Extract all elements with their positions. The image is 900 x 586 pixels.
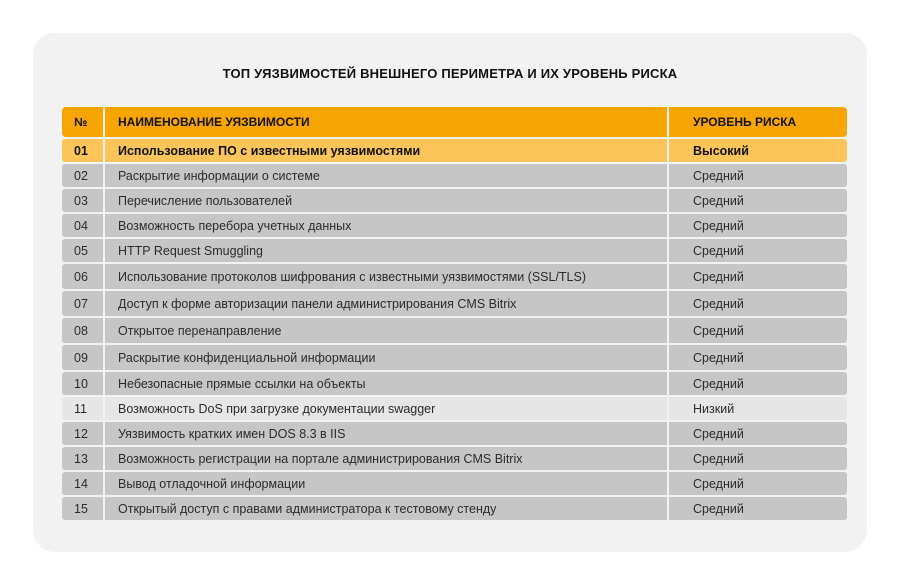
table-row — [62, 372, 847, 395]
row-risk: Средний — [669, 447, 847, 470]
header-name: НАИМЕНОВАНИЕ УЯЗВИМОСТИ — [105, 107, 667, 137]
table-row — [62, 422, 847, 445]
page-title: ТОП УЯЗВИМОСТЕЙ ВНЕШНЕГО ПЕРИМЕТРА И ИХ УРОВЕНЬ РИСКА — [222, 66, 678, 81]
row-risk: Средний — [669, 472, 847, 495]
row-num: 03 — [62, 189, 103, 212]
row-num: 13 — [62, 447, 103, 470]
table-row — [62, 164, 847, 187]
row-risk: Средний — [669, 345, 847, 370]
row-name: Использование протоколов шифрования с известными уязвимостями (SSL/TLS) — [105, 264, 667, 289]
row-risk: Средний — [669, 264, 847, 289]
table-row — [62, 397, 847, 420]
row-risk: Средний — [669, 291, 847, 316]
row-name: Использование ПО с известными уязвимостями — [105, 139, 667, 162]
row-name: Вывод отладочной информации — [105, 472, 667, 495]
table-row — [62, 239, 847, 262]
row-num: 12 — [62, 422, 103, 445]
table-row — [62, 139, 847, 162]
table-row — [62, 291, 847, 316]
row-name: Перечисление пользователей — [105, 189, 667, 212]
row-name: Возможность DoS при загрузке документации swagger — [105, 397, 667, 420]
table-row — [62, 318, 847, 343]
row-risk: Средний — [669, 164, 847, 187]
row-name: Открытый доступ с правами администратора к тестовому стенду — [105, 497, 667, 520]
row-name: Раскрытие конфиденциальной информации — [105, 345, 667, 370]
vulnerability-table — [62, 107, 847, 522]
table-row — [62, 264, 847, 289]
table-row — [62, 345, 847, 370]
row-num: 14 — [62, 472, 103, 495]
row-risk: Средний — [669, 189, 847, 212]
table-row — [62, 472, 847, 495]
row-num: 11 — [62, 397, 103, 420]
row-name: HTTP Request Smuggling — [105, 239, 667, 262]
row-num: 08 — [62, 318, 103, 343]
row-name: Доступ к форме авторизации панели администрирования CMS Bitrix — [105, 291, 667, 316]
row-risk: Низкий — [669, 397, 847, 420]
table-row — [62, 497, 847, 520]
row-risk: Средний — [669, 497, 847, 520]
row-num: 09 — [62, 345, 103, 370]
row-num: 05 — [62, 239, 103, 262]
row-risk: Средний — [669, 239, 847, 262]
row-num: 01 — [62, 139, 103, 162]
header-risk: УРОВЕНЬ РИСКА — [669, 107, 847, 137]
row-num: 15 — [62, 497, 103, 520]
table-header — [62, 107, 847, 137]
row-risk: Средний — [669, 422, 847, 445]
row-num: 06 — [62, 264, 103, 289]
row-name: Возможность регистрации на портале администрирования CMS Bitrix — [105, 447, 667, 470]
row-num: 07 — [62, 291, 103, 316]
row-num: 10 — [62, 372, 103, 395]
row-name: Уязвимость кратких имен DOS 8.3 в IIS — [105, 422, 667, 445]
header-num: № — [62, 107, 103, 137]
row-num: 04 — [62, 214, 103, 237]
row-risk: Средний — [669, 372, 847, 395]
table-row — [62, 189, 847, 212]
row-name: Возможность перебора учетных данных — [105, 214, 667, 237]
table-row — [62, 447, 847, 470]
row-name: Раскрытие информации о системе — [105, 164, 667, 187]
row-risk: Средний — [669, 318, 847, 343]
row-name: Открытое перенаправление — [105, 318, 667, 343]
row-risk: Средний — [669, 214, 847, 237]
table-row — [62, 214, 847, 237]
row-risk: Высокий — [669, 139, 847, 162]
row-num: 02 — [62, 164, 103, 187]
row-name: Небезопасные прямые ссылки на объекты — [105, 372, 667, 395]
